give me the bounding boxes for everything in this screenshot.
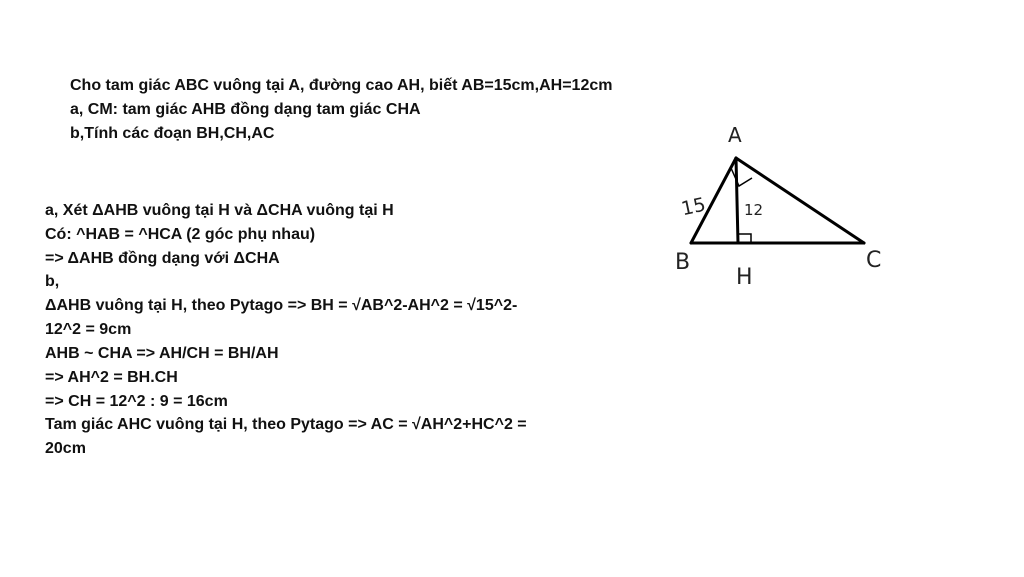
- label-ah-length: 12: [744, 201, 764, 219]
- problem-line: Cho tam giác ABC vuông tại A, đường cao AH, biết AB=15cm,AH=12cm: [70, 77, 613, 94]
- solution-line: 20cm: [45, 440, 86, 457]
- solution-line: => CH = 12^2 : 9 = 16cm: [45, 393, 228, 410]
- label-c: C: [866, 248, 882, 273]
- solution-line: Tam giác AHC vuông tại H, theo Pytago => AC = √AH^2+HC^2 =: [45, 416, 527, 433]
- triangle-figure: [660, 110, 900, 300]
- solution-line: ΔAHB vuông tại H, theo Pytago => BH = √AB^2-AH^2 = √15^2-: [45, 297, 518, 314]
- label-ab-length: 15: [679, 193, 708, 221]
- solution-line: => AH^2 = BH.CH: [45, 369, 178, 386]
- label-a: A: [728, 123, 742, 147]
- solution-line: 12^2 = 9cm: [45, 321, 132, 338]
- right-angle-mark-a: [731, 168, 752, 186]
- solution-line: a, Xét ΔAHB vuông tại H và ΔCHA vuông tại H: [45, 202, 394, 219]
- solution-line: Có: ^HAB = ^HCA (2 góc phụ nhau): [45, 226, 316, 243]
- solution-line: b,: [45, 273, 60, 290]
- label-b: B: [675, 250, 691, 275]
- problem-line: a, CM: tam giác AHB đồng dạng tam giác CHA: [70, 101, 421, 118]
- solution-line: AHB ~ CHA => AH/CH = BH/AH: [45, 345, 279, 362]
- triangle-diagram: [660, 110, 900, 300]
- label-h: H: [736, 265, 753, 290]
- solution-line: => ΔAHB đồng dạng với ΔCHA: [45, 250, 280, 267]
- altitude-ah: [736, 158, 738, 243]
- problem-line: b,Tính các đoạn BH,CH,AC: [70, 125, 275, 142]
